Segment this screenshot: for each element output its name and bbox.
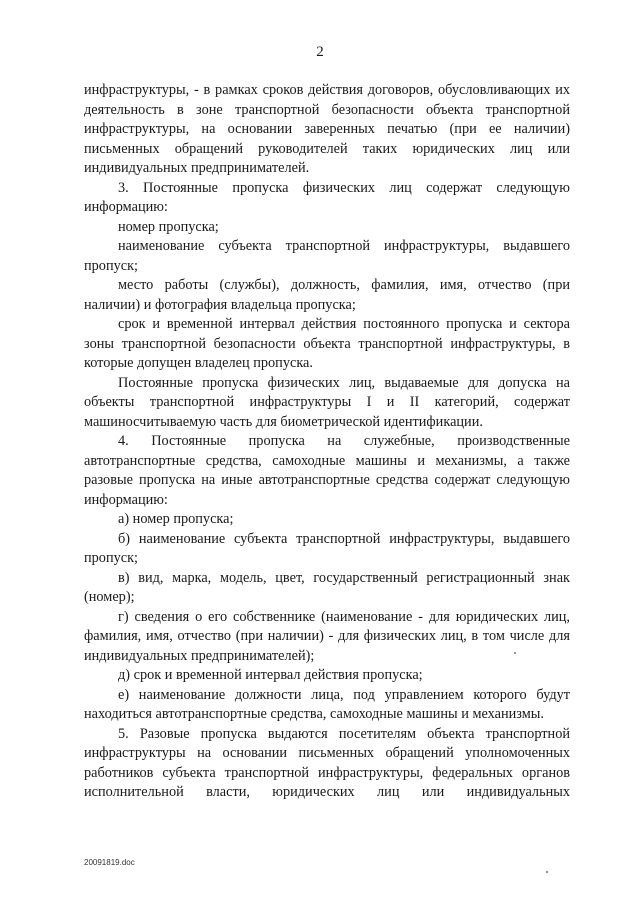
list-item: срок и временной интервал действия постоянного пропуска и сектора зоны транспортной безопасности объекта транспортной инфраструктуры, в которые допущен владелец пропуска.	[84, 316, 570, 371]
list-item: б) наименование субъекта транспортной инфраструктуры, выдавшего пропуск;	[84, 530, 570, 566]
paragraph-item-5: 5. Разовые пропуска выдаются посетителям объекта транспортной инфраструктуры на основании письменных обращений уполномоченных работников субъекта транспортной инфраструктуры, федеральных органов исполнительной власти, юридических лиц или индивидуальных	[84, 725, 570, 800]
list-item: г) сведения о его собственнике (наименование - для юридических лиц, фамилия, имя, отчество (при наличии) - для физических лиц, в том числе для индивидуальных предпринимателей);	[84, 608, 570, 664]
footer-filename: 20091819.doc	[84, 858, 135, 867]
list-item: в) вид, марка, модель, цвет, государственный регистрационный знак (номер);	[84, 569, 570, 605]
list-item: а) номер пропуска;	[118, 511, 234, 527]
page-number: 2	[316, 44, 324, 60]
paragraph-biometric: Постоянные пропуска физических лиц, выдаваемые для допуска на объекты транспортной инфраструктуры I и II категорий, содержат машиносчитываемую часть для биометрической идентификации.	[84, 374, 570, 430]
document-body	[84, 81, 570, 803]
list-item: номер пропуска;	[118, 218, 219, 235]
scan-speck	[514, 652, 516, 654]
list-item: е) наименование должности лица, под управлением которого будут находиться автотранспортные средства, самоходные машины и механизмы.	[84, 686, 570, 722]
list-item: наименование субъекта транспортной инфраструктуры, выдавшего пропуск;	[84, 238, 570, 274]
list-item: д) срок и временной интервал действия пропуска;	[118, 667, 423, 683]
paragraph-item-4: 4. Постоянные пропуска на служебные, производственные автотранспортные средства, самоходные машины и механизмы, а также разовые пропуска на иные автотранспортные средства содержат следующую информацию:	[84, 433, 570, 508]
paragraph-item-3: 3. Постоянные пропуска физических лиц содержат следующую информацию:	[84, 179, 570, 215]
paragraph-continuation: инфраструктуры, - в рамках сроков действия договоров, обусловливающих их деятельность в зоне транспортной безопасности объекта транспортной инфраструктуры, на основании заверенных печатью (при ее наличии) письменных обращений руководителей таких юридических лиц или индивидуальных предпринимателей.	[84, 82, 570, 176]
list-item: место работы (службы), должность, фамилия, имя, отчество (при наличии) и фотография владельца пропуска;	[84, 277, 570, 313]
scan-speck	[546, 871, 548, 873]
